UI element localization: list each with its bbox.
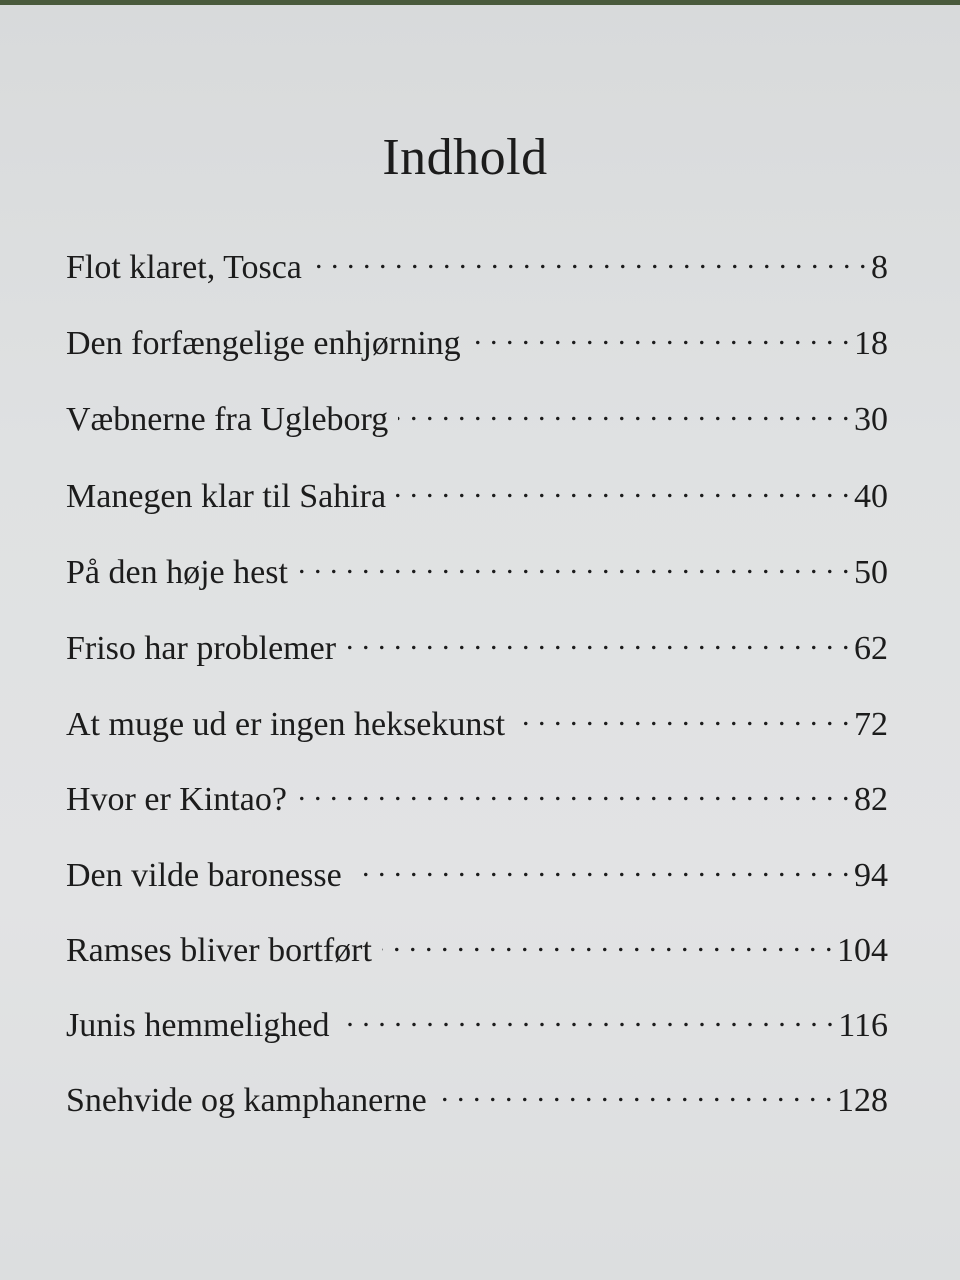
toc-entry-page: 18: [854, 325, 888, 362]
toc-entry-page: 104: [837, 932, 888, 969]
toc-entry: [66, 701, 888, 751]
toc-entry-label: Væbnerne fra Ugleborg: [66, 401, 389, 438]
toc-entry: [66, 1002, 888, 1052]
toc-entry-label: Friso har problemer: [66, 630, 337, 667]
toc-entry-page: 50: [854, 554, 888, 591]
toc-entry-page: 62: [854, 630, 888, 667]
toc-entry-label: Junis hemmelighed: [66, 1007, 330, 1044]
toc-entry: [66, 320, 888, 370]
toc-entry-label: At muge ud er ingen heksekunst: [66, 706, 506, 743]
toc-entry-page: 40: [854, 478, 888, 515]
toc-entry-page: 72: [854, 706, 888, 743]
page-title: Indhold: [382, 129, 548, 186]
toc-entry-page: 8: [871, 249, 888, 286]
toc-dot-leader: [352, 852, 850, 886]
toc-dot-leader: [471, 320, 850, 354]
toc-entry: [66, 852, 888, 902]
toc-entry-label: Hvor er Kintao?: [66, 781, 287, 818]
toc-entry: [66, 625, 888, 675]
toc-entry-page: 116: [838, 1007, 888, 1044]
toc-dot-leader: [298, 549, 850, 583]
toc-dot-leader: [398, 396, 850, 430]
toc-entry-label: Flot klaret, Tosca: [66, 249, 302, 286]
toc-entry-label: Manegen klar til Sahira: [66, 478, 387, 515]
toc-dot-leader: [515, 701, 850, 735]
toc-entry: [66, 244, 888, 294]
toc-entry-page: 30: [854, 401, 888, 438]
toc-dot-leader: [339, 1002, 834, 1036]
toc-entry-label: Snehvide og kamphanerne: [66, 1082, 427, 1119]
toc-entry-page: 82: [854, 781, 888, 818]
toc-entry-page: 128: [837, 1082, 888, 1119]
toc-dot-leader: [382, 927, 833, 961]
toc-entry-label: Den vilde baronesse: [66, 857, 342, 894]
toc-entry: [66, 396, 888, 446]
toc-entry-label: Ramses bliver bortført: [66, 932, 372, 969]
toc-dot-leader: [312, 244, 867, 278]
toc-entry-page: 94: [854, 857, 888, 894]
toc-dot-leader: [437, 1077, 833, 1111]
toc-dot-leader: [297, 776, 850, 810]
toc-entry: [66, 927, 888, 977]
toc-dot-leader: [396, 473, 850, 507]
toc-entry-label: Den forfængelige enhjørning: [66, 325, 461, 362]
toc-entry-label: På den høje hest: [66, 554, 288, 591]
toc-dot-leader: [346, 625, 850, 659]
toc-entry: [66, 776, 888, 826]
toc-entry: [66, 1077, 888, 1127]
toc-entry: [66, 473, 888, 523]
toc-entry: [66, 549, 888, 599]
